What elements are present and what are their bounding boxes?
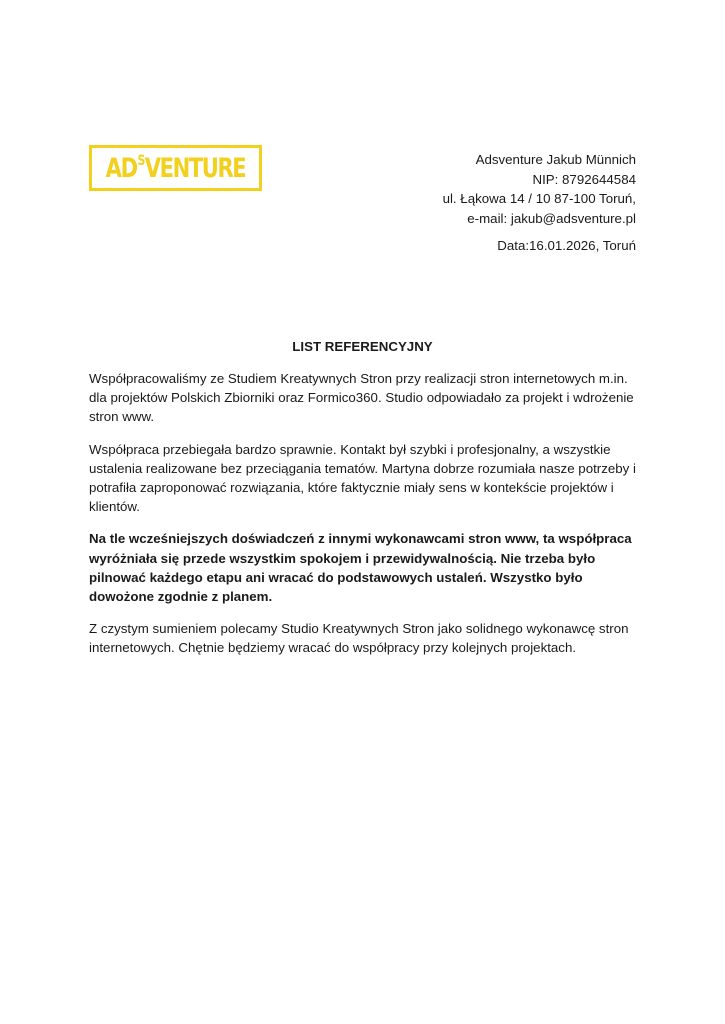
paragraph-3: Na tle wcześniejszych doświadczeń z innymi wykonawcami stron www, ta współpraca wyróżniała się przede wszystkim spokojem i przewidywalnością. Nie trzeba było pilnować każdego etapu ani wracać do podstawowych ustaleń. Wszystko było dowożone zgodnie z planem.	[89, 531, 632, 605]
logo-text-venture: VENTURE	[144, 152, 246, 184]
document-date: Data:16.01.2026, Toruń	[497, 238, 636, 253]
company-logo	[89, 145, 262, 191]
logo-wordmark	[105, 152, 246, 184]
logo-text-s: S	[137, 152, 144, 169]
document-title: LIST REFERENCYJNY	[292, 339, 433, 354]
company-name: Adsventure Jakub Münnich	[475, 152, 636, 167]
company-details	[443, 150, 636, 228]
company-nip: NIP: 8792644584	[532, 171, 636, 187]
paragraph-1: Współpracowaliśmy ze Studiem Kreatywnych Stron przy realizacji stron internetowych m.in. dla projektów Polskich Zbiorniki oraz Formico360. Studio odpowiadało za projekt i wdrożenie stron www.	[89, 371, 634, 425]
paragraph-4: Z czystym sumieniem polecamy Studio Kreatywnych Stron jako solidnego wykonawcę stron internetowych. Chętnie będziemy wracać do współpracy przy kolejnych projektach.	[89, 621, 629, 656]
paragraph-2: Współpraca przebiegała bardzo sprawnie. Kontakt był szybki i profesjonalny, a wszystkie ustalenia realizowane bez przeciągania tematów. Martyna dobrze rozumiała nasze potrzeby i potrafiła zaproponować rozwiązania, które faktycznie miały sens w kontekście projektów i klientów.	[89, 441, 636, 515]
company-address: ul. Łąkowa 14 / 10 87-100 Toruń,	[442, 191, 636, 206]
logo-text-ad: AD	[105, 152, 137, 184]
letter-body	[89, 369, 649, 671]
company-email: e-mail: jakub@adsventure.pl	[467, 210, 636, 226]
